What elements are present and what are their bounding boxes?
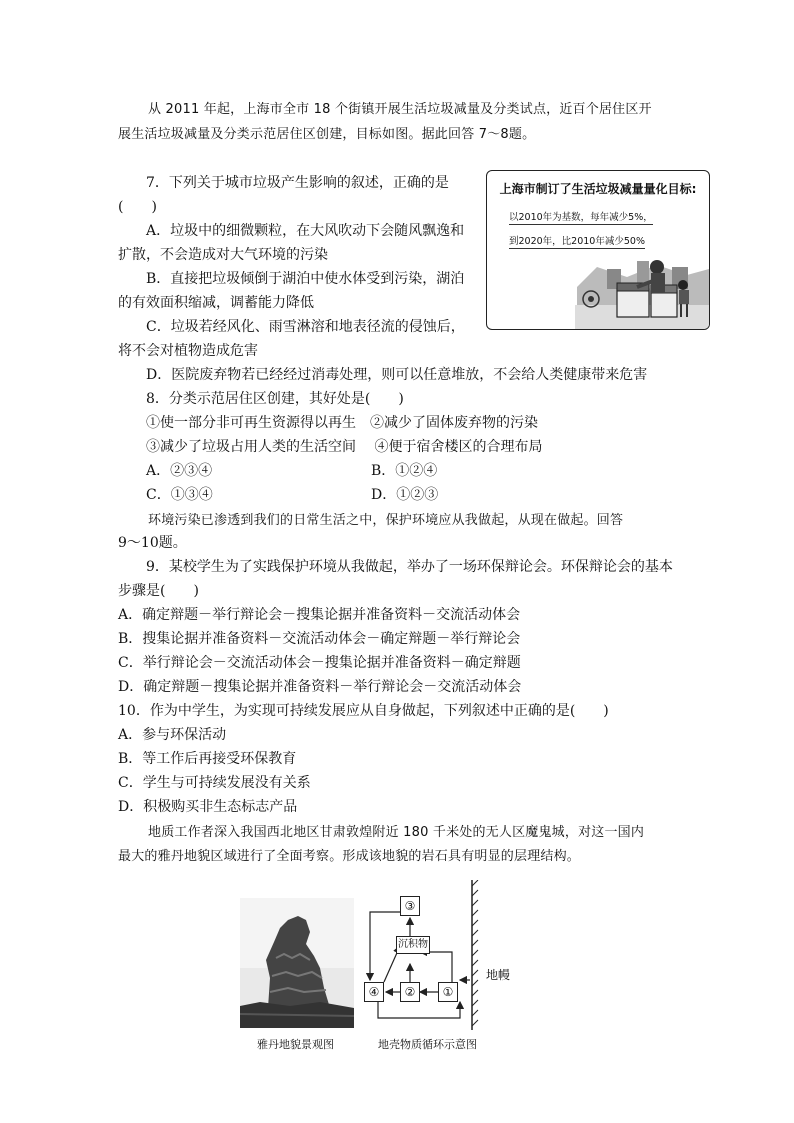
cycle-node-3: ③ (400, 896, 420, 916)
q8-statements-1: ①使一部分非可再生资源得以再生 ②减少了固体废弃物的污染 (146, 415, 538, 431)
q7-option-a-cont: 扩散，不会造成对大气环境的污染 (118, 247, 328, 263)
q10-option-c: C．学生与可持续发展没有关系 (118, 775, 311, 791)
mantle-label: 地幔 (486, 968, 511, 982)
figure1-target-line2: 到2020年，比2010年减少50% (509, 233, 645, 249)
crustal-material-cycle-diagram (360, 880, 510, 1030)
intro3-line2: 最大的雅丹地貌区域进行了全面考察。形成该地貌的岩石具有明显的层理结构。 (118, 849, 581, 864)
q9-option-b: B．搜集论据并准备资料－交流活动体会－确定辩题－举行辩论会 (118, 631, 521, 647)
q9-stem-cont: 步骤是( ) (118, 583, 199, 599)
q8-option-b: B．①②④ (371, 463, 438, 479)
q10-option-a: A．参与环保活动 (118, 727, 227, 743)
intro2-line2: 9～10题。 (118, 535, 187, 551)
intro1-line1: 从 2011 年起，上海市全市 18 个街镇开展生活垃圾减量及分类试点，近百个居住区开 (148, 102, 652, 117)
yardang-photo-caption: 雅丹地貌景观图 (257, 1038, 334, 1051)
q10-option-b: B．等工作后再接受环保教育 (118, 751, 297, 767)
q8-stem: 8．分类示范居住区创建，其好处是( ) (146, 391, 404, 407)
figure1-target-line1: 以2010年为基数，每年减少5%， (509, 209, 653, 225)
q7-option-d: D．医院废弃物若已经经过消毒处理，则可以任意堆放，不会给人类健康带来危害 (146, 367, 648, 383)
intro1-line2: 展生活垃圾减量及分类示范居住区创建，目标如图。据此回答 7～8题。 (118, 127, 536, 142)
q9-option-a: A．确定辩题－举行辩论会－搜集论据并准备资料－交流活动体会 (118, 607, 521, 623)
cycle-node-1: ① (438, 982, 458, 1002)
q7-stem-bracket: ( ) (118, 199, 157, 215)
q9-stem: 9．某校学生为了实践保护环境从我做起，举办了一场环保辩论会。环保辩论会的基本 (146, 559, 673, 575)
q7-option-a: A．垃圾中的细微颗粒，在大风吹动下会随风飘逸和 (146, 223, 465, 239)
q9-option-d: D．确定辩题－搜集论据并准备资料－举行辩论会－交流活动体会 (118, 679, 522, 695)
q8-option-c: C．①③④ (146, 487, 213, 503)
figure1-title: 上海市制订了生活垃圾减量量化目标: (499, 182, 697, 196)
q9-option-c: C．举行辩论会－交流活动体会－搜集论据并准备资料－确定辩题 (118, 655, 521, 671)
q8-option-d: D．①②③ (371, 487, 439, 503)
shanghai-target-figure (486, 170, 710, 330)
intro3-line1: 地质工作者深入我国西北地区甘肃敦煌附近 180 千米处的无人区魔鬼城，对这一国内 (148, 825, 645, 840)
yardang-landform-photo (240, 898, 354, 1028)
q7-option-c: C．垃圾若经风化、雨雪淋溶和地表径流的侵蚀后， (146, 319, 465, 335)
q7-option-b: B．直接把垃圾倾倒于湖泊中使水体受到污染，湖泊 (146, 271, 465, 287)
q7-option-b-cont: 的有效面积缩减，调蓄能力降低 (118, 295, 314, 311)
q7-stem: 7．下列关于城市垃圾产生影响的叙述，正确的是 (146, 175, 449, 191)
intro2-line1: 环境污染已渗透到我们的日常生活之中，保护环境应从我做起，从现在做起。回答 (148, 513, 624, 528)
q10-option-d: D．积极购买非生态标志产品 (118, 799, 298, 815)
q8-option-a: A．②③④ (146, 463, 213, 479)
cycle-node-4: ④ (364, 982, 384, 1002)
q10-stem: 10．作为中学生，为实现可持续发展应从自身做起，下列叙述中正确的是( ) (118, 703, 609, 719)
cycle-node-2: ② (400, 982, 420, 1002)
q7-option-c-cont: 将不会对植物造成危害 (118, 343, 258, 359)
q8-statements-2: ③减少了垃圾占用人类的生活空间 ④便于宿舍楼区的合理布局 (146, 439, 543, 455)
cycle-node-sediment: 沉积物 (396, 936, 430, 954)
cycle-diagram-caption: 地壳物质循环示意图 (378, 1038, 477, 1051)
people-sorting-trash-illustration (487, 247, 709, 329)
